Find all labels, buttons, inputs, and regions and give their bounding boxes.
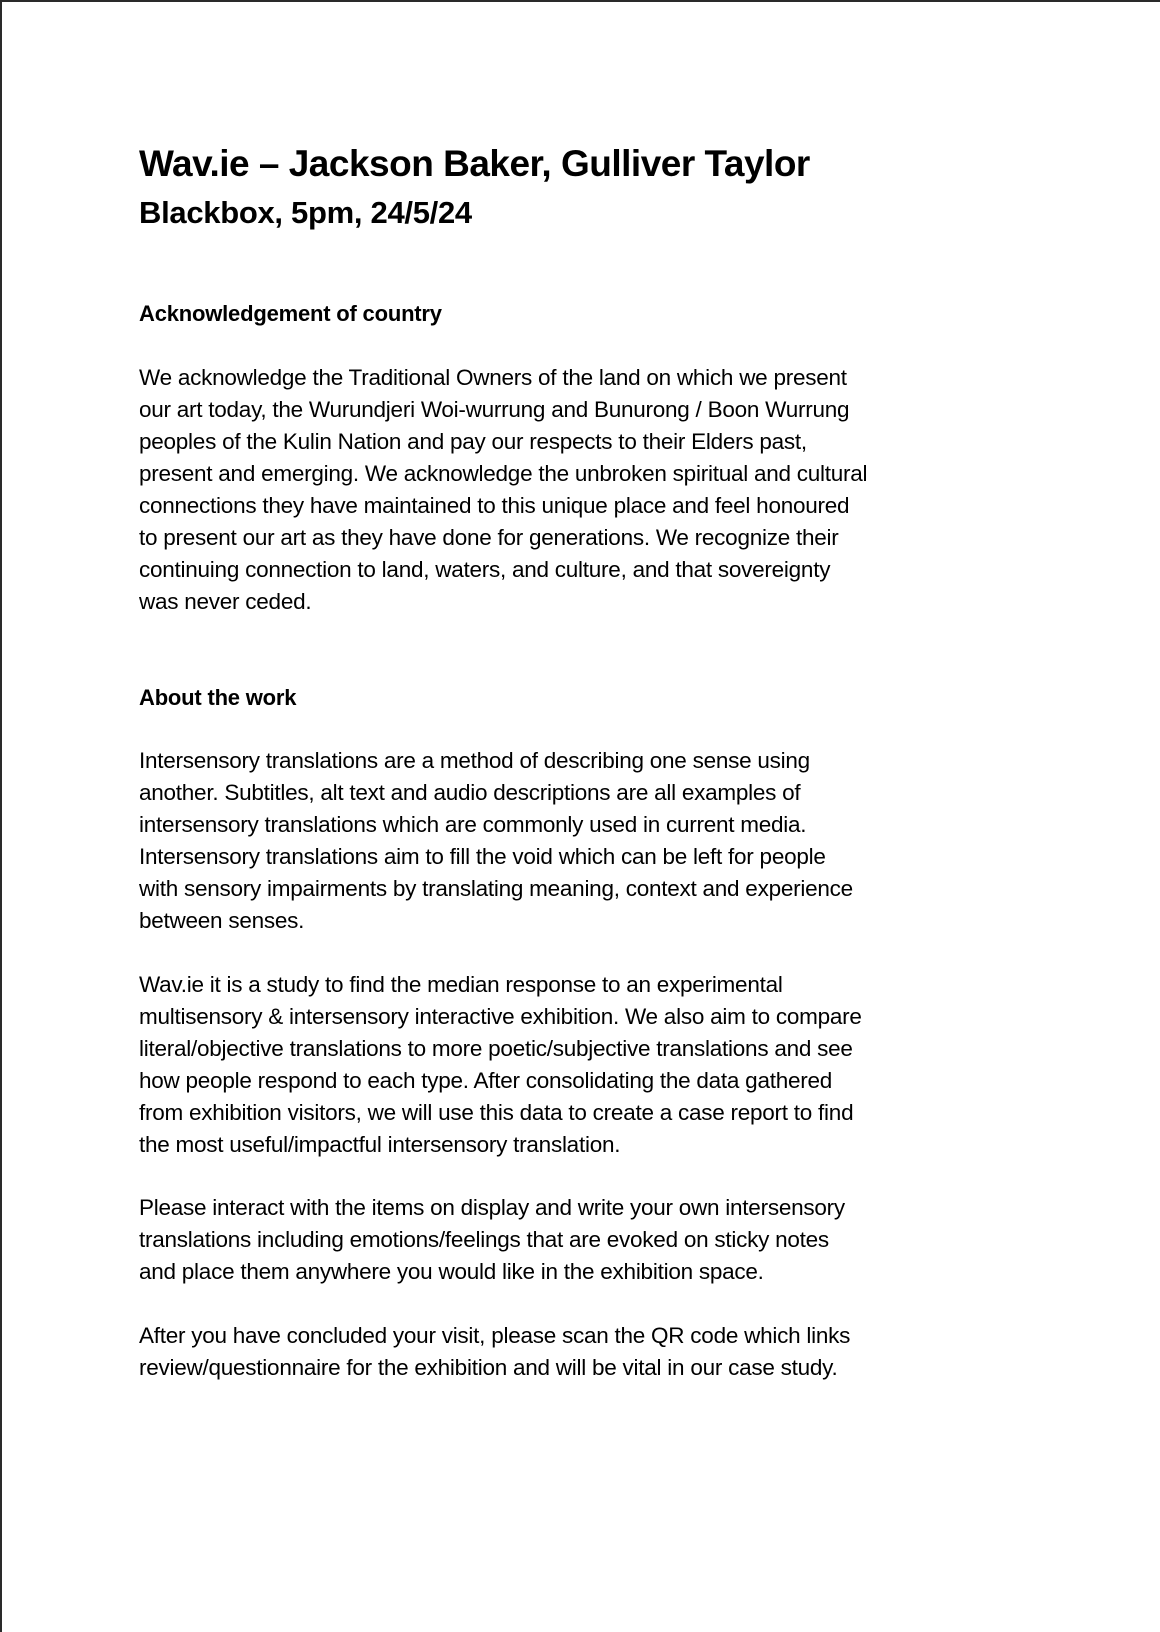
text-line: our art today, the Wurundjeri Woi-wurrung and Bunurong / Boon Wurrung: [139, 397, 850, 422]
text-line: Intersensory translations aim to fill the void which can be left for people: [139, 844, 826, 869]
text-line: intersensory translations which are commonly used in current media.: [139, 812, 807, 837]
event-details: Blackbox, 5pm, 24/5/24: [139, 195, 472, 230]
text-line: how people respond to each type. After consolidating the data gathered: [139, 1068, 833, 1093]
text-line: continuing connection to land, waters, and culture, and that sovereignty: [139, 557, 831, 582]
text-line: between senses.: [139, 908, 305, 933]
text-line: literal/objective translations to more poetic/subjective translations and see: [139, 1036, 853, 1061]
text-line: from exhibition visitors, we will use this data to create a case report to find: [139, 1100, 854, 1125]
text-line: the most useful/impactful intersensory translation.: [139, 1132, 621, 1157]
text-line: and place them anywhere you would like in the exhibition space.: [139, 1259, 764, 1284]
about-paragraph-4: [139, 1320, 850, 1384]
about-paragraph-3: [139, 1192, 845, 1288]
text-line: Intersensory translations are a method of describing one sense using: [139, 748, 810, 773]
section-heading-acknowledgement: Acknowledgement of country: [139, 301, 442, 326]
about-paragraph-1: [139, 745, 853, 937]
text-line: present and emerging. We acknowledge the unbroken spiritual and cultural: [139, 461, 868, 486]
text-line: After you have concluded your visit, please scan the QR code which links: [139, 1323, 851, 1348]
text-line: connections they have maintained to this unique place and feel honoured: [139, 493, 850, 518]
text-line: peoples of the Kulin Nation and pay our respects to their Elders past,: [139, 429, 807, 454]
text-line: multisensory & intersensory interactive exhibition. We also aim to compare: [139, 1004, 862, 1029]
text-line: another. Subtitles, alt text and audio descriptions are all examples of: [139, 780, 801, 805]
text-line: We acknowledge the Traditional Owners of the land on which we present: [139, 365, 847, 390]
text-line: with sensory impairments by translating meaning, context and experience: [139, 876, 853, 901]
text-line: was never ceded.: [139, 589, 312, 614]
text-line: review/questionnaire for the exhibition and will be vital in our case study.: [139, 1355, 838, 1380]
section-heading-about-the-work: About the work: [139, 685, 297, 710]
text-line: to present our art as they have done for generations. We recognize their: [139, 525, 839, 550]
text-line: Please interact with the items on display and write your own intersensory: [139, 1195, 845, 1220]
about-paragraph-2: [139, 969, 862, 1161]
acknowledgement-paragraph: [139, 362, 867, 618]
text-line: translations including emotions/feelings that are evoked on sticky notes: [139, 1227, 829, 1252]
document-title: Wav.ie – Jackson Baker, Gulliver Taylor: [139, 143, 810, 184]
text-line: Wav.ie it is a study to find the median response to an experimental: [139, 972, 783, 997]
